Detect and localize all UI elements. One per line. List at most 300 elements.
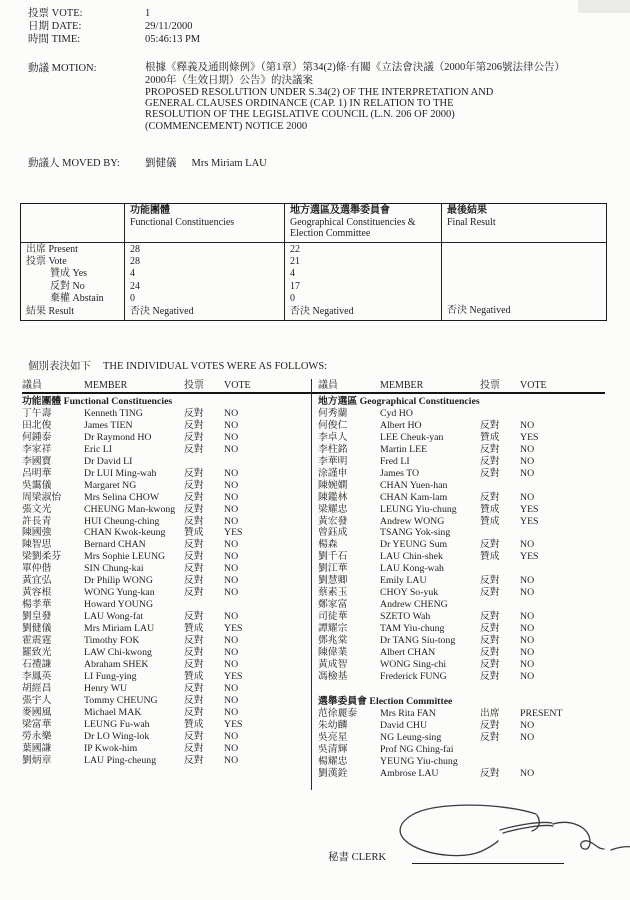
member-vote-en: YES	[520, 551, 539, 563]
member-name-en: Albert CHAN	[380, 647, 436, 659]
mover-name-chinese: 劉健儀	[145, 158, 177, 169]
member-vote-zh: 反對	[480, 587, 500, 599]
member-vote-zh: 反對	[184, 647, 204, 659]
member-row	[318, 708, 605, 720]
member-name-en: Andrew WONG	[380, 515, 445, 527]
member-row	[318, 539, 605, 551]
member-vote-en: YES	[224, 623, 243, 635]
member-name-zh: 范徐麗泰	[318, 707, 358, 719]
member-vote-zh: 反對	[184, 658, 204, 670]
vote-section	[318, 396, 605, 683]
member-name-en: YEUNG Yiu-chung	[380, 755, 458, 767]
member-name-en: LEE Cheuk-yan	[380, 431, 444, 443]
member-name-zh: 蔡素玉	[318, 587, 348, 599]
member-name-en: Ambrose LAU	[380, 767, 439, 779]
member-name-en: Dr Philip WONG	[84, 575, 153, 587]
member-vote-en: NO	[224, 443, 239, 455]
member-row	[318, 768, 605, 780]
fc-abstain: 0	[130, 293, 135, 305]
member-name-en: Margaret NG	[84, 479, 137, 491]
vote-number-label: 投票 VOTE:	[28, 8, 83, 19]
member-vote-en: NO	[224, 491, 239, 503]
member-name-zh: 許長青	[22, 515, 52, 527]
member-name-zh: 李家祥	[22, 443, 52, 455]
member-row	[318, 744, 605, 756]
summary-table	[20, 203, 607, 321]
member-name-zh: 劉漢銓	[318, 767, 348, 779]
member-row	[22, 599, 308, 611]
col-member-en: MEMBER	[380, 380, 424, 391]
member-vote-en: NO	[224, 587, 239, 599]
member-row	[318, 551, 605, 563]
member-name-zh: 劉炳章	[22, 754, 52, 766]
member-vote-zh: 反對	[184, 682, 204, 694]
member-vote-zh: 反對	[480, 575, 500, 587]
member-vote-zh	[480, 480, 520, 492]
member-name-zh: 劉江華	[318, 563, 348, 575]
member-vote-zh: 反對	[184, 563, 204, 575]
member-name-zh: 劉慧卿	[318, 575, 348, 587]
member-name-zh: 梁耀忠	[318, 503, 348, 515]
col-vote-zh: 投票	[480, 380, 500, 391]
final-vote	[447, 256, 601, 268]
member-name-en: Mrs Rita FAN	[380, 707, 436, 719]
member-name-en: HUI Cheung-ching	[84, 515, 160, 527]
gc-no: 17	[290, 280, 300, 292]
gc-vote: 21	[290, 255, 300, 267]
member-vote-zh: 反對	[184, 515, 204, 527]
member-name-en: Mrs Miriam LAU	[84, 623, 155, 635]
member-vote-en	[520, 599, 605, 611]
member-name-zh: 胡經昌	[22, 682, 52, 694]
motion-text-english: PROPOSED RESOLUTION UNDER S.34(2) OF THE INTERPRETATION AND GENERAL CLAUSES ORDINANCE (CAP. 1) IN RELATION TO THE RESOLUTION OF THE LEGISLATIVE COUNCIL (L.N. 206 OF 2000) (COMMENCEMENT) NOTICE 2000	[145, 87, 494, 132]
member-name-zh: 李國寶	[22, 455, 52, 467]
fc-result: 否決 Negatived	[130, 305, 194, 317]
member-name-zh: 陳偉業	[318, 647, 348, 659]
member-name-zh: 何俊仁	[318, 419, 348, 431]
votes-column-right	[318, 396, 605, 780]
member-name-zh: 涂謹申	[318, 467, 348, 479]
member-vote-zh	[480, 756, 520, 768]
member-vote-zh: 贊成	[480, 551, 500, 563]
member-name-en: LI Fung-ying	[84, 670, 137, 682]
member-vote-en	[520, 527, 605, 539]
vote-number-row	[28, 7, 200, 20]
fc-present: 28	[130, 243, 140, 255]
member-name-en: TSANG Yok-sing	[380, 527, 451, 539]
member-vote-zh: 反對	[184, 575, 204, 587]
member-vote-zh: 反對	[480, 419, 500, 431]
section-title: 功能團體 Functional Constituencies	[22, 396, 173, 407]
member-row	[318, 468, 605, 480]
member-row	[22, 480, 308, 492]
member-name-zh: 周梁淑怡	[22, 491, 62, 503]
member-vote-en: NO	[224, 575, 239, 587]
member-row	[318, 756, 605, 768]
member-name-en: Kenneth TING	[84, 407, 143, 419]
member-row	[318, 444, 605, 456]
member-name-en: Dr TANG Siu-tong	[380, 635, 456, 647]
member-row	[318, 516, 605, 528]
member-name-zh: 何鍾泰	[22, 431, 52, 443]
member-name-zh: 黃容根	[22, 587, 52, 599]
date-value: 29/11/2000	[145, 21, 193, 32]
scan-artifact	[578, 0, 630, 13]
summary-col-geographical-en: Geographical Constituencies & Election Committee	[290, 216, 416, 239]
member-vote-zh: 反對	[480, 491, 500, 503]
member-name-zh: 劉健儀	[22, 623, 52, 635]
member-name-zh: 黃宜弘	[22, 575, 52, 587]
member-name-en: LEUNG Yiu-chung	[380, 503, 457, 515]
member-vote-en: PRESENT	[520, 707, 563, 719]
member-row	[318, 492, 605, 504]
member-vote-zh: 反對	[184, 539, 204, 551]
member-vote-en: NO	[224, 742, 239, 754]
member-vote-zh: 贊成	[184, 527, 204, 539]
member-name-en: Andrew CHENG	[380, 599, 448, 611]
member-vote-zh: 反對	[480, 443, 500, 455]
member-row	[318, 720, 605, 732]
member-name-zh: 勞永樂	[22, 730, 52, 742]
member-row	[318, 504, 605, 516]
section-title: 選舉委員會 Election Committee	[318, 695, 453, 707]
col-vote-zh: 投票	[184, 380, 204, 391]
member-vote-en: NO	[224, 407, 239, 419]
member-name-en: Dr LUI Ming-wah	[84, 467, 157, 479]
member-row	[318, 432, 605, 444]
member-name-en: LEUNG Fu-wah	[84, 718, 150, 730]
member-name-en: James TO	[380, 467, 420, 479]
member-vote-en	[520, 563, 605, 575]
date-row	[28, 20, 200, 33]
date-label: 日期 DATE:	[28, 21, 82, 32]
vote-number-value: 1	[145, 8, 151, 19]
member-vote-en: NO	[520, 611, 535, 623]
member-name-en: CHAN Yuen-han	[380, 479, 448, 491]
member-row	[22, 420, 308, 432]
member-row	[318, 599, 605, 611]
member-name-zh: 司徒華	[318, 611, 348, 623]
member-row	[22, 408, 308, 420]
member-vote-zh: 反對	[184, 419, 204, 431]
member-vote-zh: 反對	[184, 706, 204, 718]
summary-row-labels	[21, 243, 124, 320]
member-row	[22, 647, 308, 659]
member-name-en: LAW Chi-kwong	[84, 647, 152, 659]
member-name-en: Dr Raymond HO	[84, 431, 152, 443]
member-name-zh: 葉國謙	[22, 742, 52, 754]
member-vote-en: NO	[224, 658, 239, 670]
member-vote-en	[224, 599, 308, 611]
member-name-en: LAU Kong-wah	[380, 563, 444, 575]
member-name-zh: 劉皇發	[22, 611, 52, 623]
member-name-en: Frederick FUNG	[380, 670, 447, 682]
member-name-zh: 呂明華	[22, 467, 52, 479]
summary-col-final	[441, 204, 606, 243]
final-present	[447, 244, 601, 256]
member-name-zh: 鄭家富	[318, 599, 348, 611]
member-vote-zh: 反對	[184, 503, 204, 515]
member-row	[318, 671, 605, 683]
member-name-zh: 丁午壽	[22, 407, 52, 419]
member-name-zh: 黃成智	[318, 658, 348, 670]
summary-col-geographical-zh: 地方選區及選舉委員會	[290, 205, 390, 216]
member-name-zh: 吳靄儀	[22, 479, 52, 491]
member-name-zh: 單仲偕	[22, 563, 52, 575]
member-vote-en: NO	[520, 443, 535, 455]
summary-col-final-en: Final Result	[447, 216, 496, 228]
member-row	[318, 408, 605, 420]
col-vote-en: VOTE	[520, 380, 547, 391]
member-vote-en: NO	[520, 491, 535, 503]
member-vote-zh: 反對	[184, 694, 204, 706]
member-vote-en	[224, 456, 308, 468]
member-name-zh: 楊孝華	[22, 599, 52, 611]
member-vote-zh: 反對	[184, 730, 204, 742]
summary-label-abstain: 棄權 Abstain	[50, 293, 104, 305]
member-vote-zh: 反對	[184, 742, 204, 754]
member-row	[318, 587, 605, 599]
member-row	[318, 635, 605, 647]
column-divider	[311, 379, 312, 790]
meta-block	[28, 7, 200, 46]
member-vote-en: NO	[520, 539, 535, 551]
member-name-en: LAU Wong-fat	[84, 611, 144, 623]
member-row	[22, 707, 308, 719]
votes-column-left	[22, 396, 308, 767]
member-vote-en: YES	[224, 718, 243, 730]
member-row	[22, 468, 308, 480]
member-row	[22, 432, 308, 444]
summary-col-functional-zh: 功能團體	[130, 205, 170, 216]
member-vote-zh	[480, 744, 520, 756]
member-row	[22, 755, 308, 767]
member-row	[22, 731, 308, 743]
member-name-en: LAU Chin-shek	[380, 551, 443, 563]
member-vote-zh: 出席	[480, 707, 500, 719]
member-name-zh: 田北俊	[22, 419, 52, 431]
member-name-zh: 朱幼麟	[318, 719, 348, 731]
member-row	[22, 456, 308, 468]
member-name-zh: 陳國強	[22, 527, 52, 539]
member-row	[22, 683, 308, 695]
member-vote-en: NO	[224, 563, 239, 575]
member-vote-en	[520, 408, 605, 420]
member-vote-en: NO	[224, 431, 239, 443]
member-name-en: SZETO Wah	[380, 611, 431, 623]
member-name-zh: 霍震霆	[22, 635, 52, 647]
member-vote-en: NO	[520, 587, 535, 599]
time-value: 05:46:13 PM	[145, 34, 201, 45]
member-row	[318, 480, 605, 492]
member-vote-en: NO	[224, 479, 239, 491]
member-name-en: Henry WU	[84, 682, 128, 694]
member-vote-en	[520, 480, 605, 492]
summary-label-vote: 投票 Vote	[26, 255, 67, 267]
member-name-en: CHAN Kwok-keung	[84, 527, 166, 539]
member-vote-zh: 反對	[184, 407, 204, 419]
member-name-zh: 梁劉柔芬	[22, 551, 62, 563]
member-vote-en: NO	[520, 455, 535, 467]
member-name-en: CHAN Kam-lam	[380, 491, 448, 503]
member-vote-en: NO	[520, 623, 535, 635]
member-row	[22, 575, 308, 587]
member-vote-en: NO	[224, 611, 239, 623]
final-abstain	[447, 293, 601, 305]
member-row	[318, 456, 605, 468]
member-name-en: David CHU	[380, 719, 428, 731]
member-name-zh: 吳清輝	[318, 743, 348, 755]
member-row	[318, 732, 605, 744]
member-name-en: Eric LI	[84, 443, 113, 455]
member-vote-en: NO	[224, 647, 239, 659]
motion-text-chinese: 根據《釋義及通則條例》（第1章）第34(2)條·有關《立法會決議（2000年第206號法律公告）2000年（生效日期）公告》的決議案	[145, 62, 565, 86]
member-name-zh: 張宇人	[22, 694, 52, 706]
member-name-en: Timothy FOK	[84, 635, 140, 647]
member-row	[22, 611, 308, 623]
member-vote-en: NO	[224, 539, 239, 551]
column-header-left	[22, 379, 308, 392]
member-name-en: WONG Yung-kan	[84, 587, 155, 599]
member-vote-en: NO	[224, 706, 239, 718]
final-result: 否決 Negatived	[447, 305, 511, 317]
member-name-en: Mrs Selina CHOW	[84, 491, 160, 503]
member-name-zh: 張文光	[22, 503, 52, 515]
summary-values-geographical	[284, 243, 441, 320]
member-row	[22, 635, 308, 647]
member-name-zh: 馮檢基	[318, 670, 348, 682]
member-name-zh: 黃宏發	[318, 515, 348, 527]
member-vote-zh: 反對	[480, 635, 500, 647]
member-vote-en: NO	[520, 419, 535, 431]
gc-result: 否決 Negatived	[290, 305, 354, 317]
gc-abstain: 0	[290, 293, 295, 305]
member-vote-zh	[184, 456, 224, 468]
member-vote-zh	[480, 599, 520, 611]
individual-votes-heading-zh: 個別表決如下	[28, 361, 91, 372]
member-vote-zh: 反對	[184, 587, 204, 599]
fc-yes: 4	[130, 268, 135, 280]
member-name-zh: 楊森	[318, 539, 338, 551]
member-row	[22, 444, 308, 456]
member-vote-zh: 反對	[480, 467, 500, 479]
summary-label-result: 結果 Result	[26, 305, 75, 317]
member-row	[318, 420, 605, 432]
member-vote-zh	[184, 599, 224, 611]
summary-label-present: 出席 Present	[26, 243, 78, 255]
member-vote-zh: 贊成	[184, 718, 204, 730]
member-name-en: IP Kwok-him	[84, 742, 138, 754]
member-vote-zh: 反對	[480, 767, 500, 779]
member-vote-en: YES	[224, 527, 243, 539]
fc-no: 24	[130, 280, 140, 292]
member-vote-en: NO	[224, 551, 239, 563]
member-name-en: Tommy CHEUNG	[84, 694, 158, 706]
member-row	[22, 492, 308, 504]
member-row	[22, 563, 308, 575]
member-name-en: Bernard CHAN	[84, 539, 146, 551]
member-row	[318, 659, 605, 671]
member-vote-zh: 贊成	[480, 503, 500, 515]
member-name-en: Fred LI	[380, 455, 410, 467]
member-name-en: Dr YEUNG Sum	[380, 539, 448, 551]
summary-label-no: 反對 No	[50, 280, 85, 292]
clerk-signature-line	[412, 863, 564, 864]
member-name-en: TAM Yiu-chung	[380, 623, 445, 635]
member-row	[22, 743, 308, 755]
member-vote-zh: 反對	[184, 431, 204, 443]
member-vote-en: NO	[224, 419, 239, 431]
member-row	[22, 527, 308, 539]
member-vote-zh: 反對	[480, 731, 500, 743]
member-name-zh: 李華明	[318, 455, 348, 467]
member-name-en: LAU Ping-cheung	[84, 754, 157, 766]
member-row	[22, 539, 308, 551]
member-vote-en: NO	[224, 467, 239, 479]
member-vote-en: NO	[520, 658, 535, 670]
member-row	[318, 611, 605, 623]
member-vote-en: YES	[520, 515, 539, 527]
summary-col-final-zh: 最後結果	[447, 205, 487, 216]
vote-section	[22, 396, 308, 767]
member-vote-zh: 反對	[184, 754, 204, 766]
member-row	[22, 719, 308, 731]
member-vote-en: NO	[224, 682, 239, 694]
member-row	[318, 623, 605, 635]
member-vote-en: NO	[520, 467, 535, 479]
member-name-zh: 譚耀宗	[318, 623, 348, 635]
member-vote-zh: 反對	[480, 455, 500, 467]
member-vote-zh: 反對	[184, 467, 204, 479]
member-vote-zh: 反對	[184, 611, 204, 623]
fc-vote: 28	[130, 255, 140, 267]
clerk-label: 秘書 CLERK	[328, 852, 387, 863]
member-row	[22, 504, 308, 516]
time-row	[28, 33, 200, 46]
section-title: 地方選區 Geographical Constituencies	[318, 396, 480, 407]
mover-name-english: Mrs Miriam LAU	[191, 158, 267, 169]
summary-col-geographical	[284, 204, 441, 243]
member-vote-zh: 反對	[184, 491, 204, 503]
member-row	[318, 563, 605, 575]
member-name-en: CHEUNG Man-kwong	[84, 503, 176, 515]
member-name-en: Emily LAU	[380, 575, 427, 587]
member-name-en: SIN Chung-kai	[84, 563, 144, 575]
col-member-zh: 議員	[22, 380, 42, 391]
member-vote-zh: 反對	[480, 623, 500, 635]
member-row	[22, 659, 308, 671]
member-row	[318, 575, 605, 587]
summary-col-functional-en: Functional Constituencies	[130, 216, 235, 228]
member-name-en: NG Leung-sing	[380, 731, 442, 743]
summary-values-final	[441, 243, 606, 320]
motion-label: 動議 MOTION:	[28, 63, 97, 74]
member-vote-en: NO	[224, 694, 239, 706]
member-name-zh: 楊耀忠	[318, 755, 348, 767]
member-vote-zh: 反對	[184, 479, 204, 491]
col-member-zh: 議員	[318, 380, 338, 391]
member-name-en: CHOY So-yuk	[380, 587, 439, 599]
member-name-en: Dr LO Wing-lok	[84, 730, 150, 742]
member-vote-en: NO	[224, 754, 239, 766]
individual-votes-heading-en: THE INDIVIDUAL VOTES WERE AS FOLLOWS:	[103, 361, 328, 372]
member-row	[22, 671, 308, 683]
member-vote-en: NO	[520, 670, 535, 682]
summary-col-functional	[124, 204, 284, 243]
member-vote-zh: 反對	[480, 647, 500, 659]
summary-table-body	[21, 243, 606, 320]
member-name-en: Prof NG Ching-fai	[380, 743, 454, 755]
